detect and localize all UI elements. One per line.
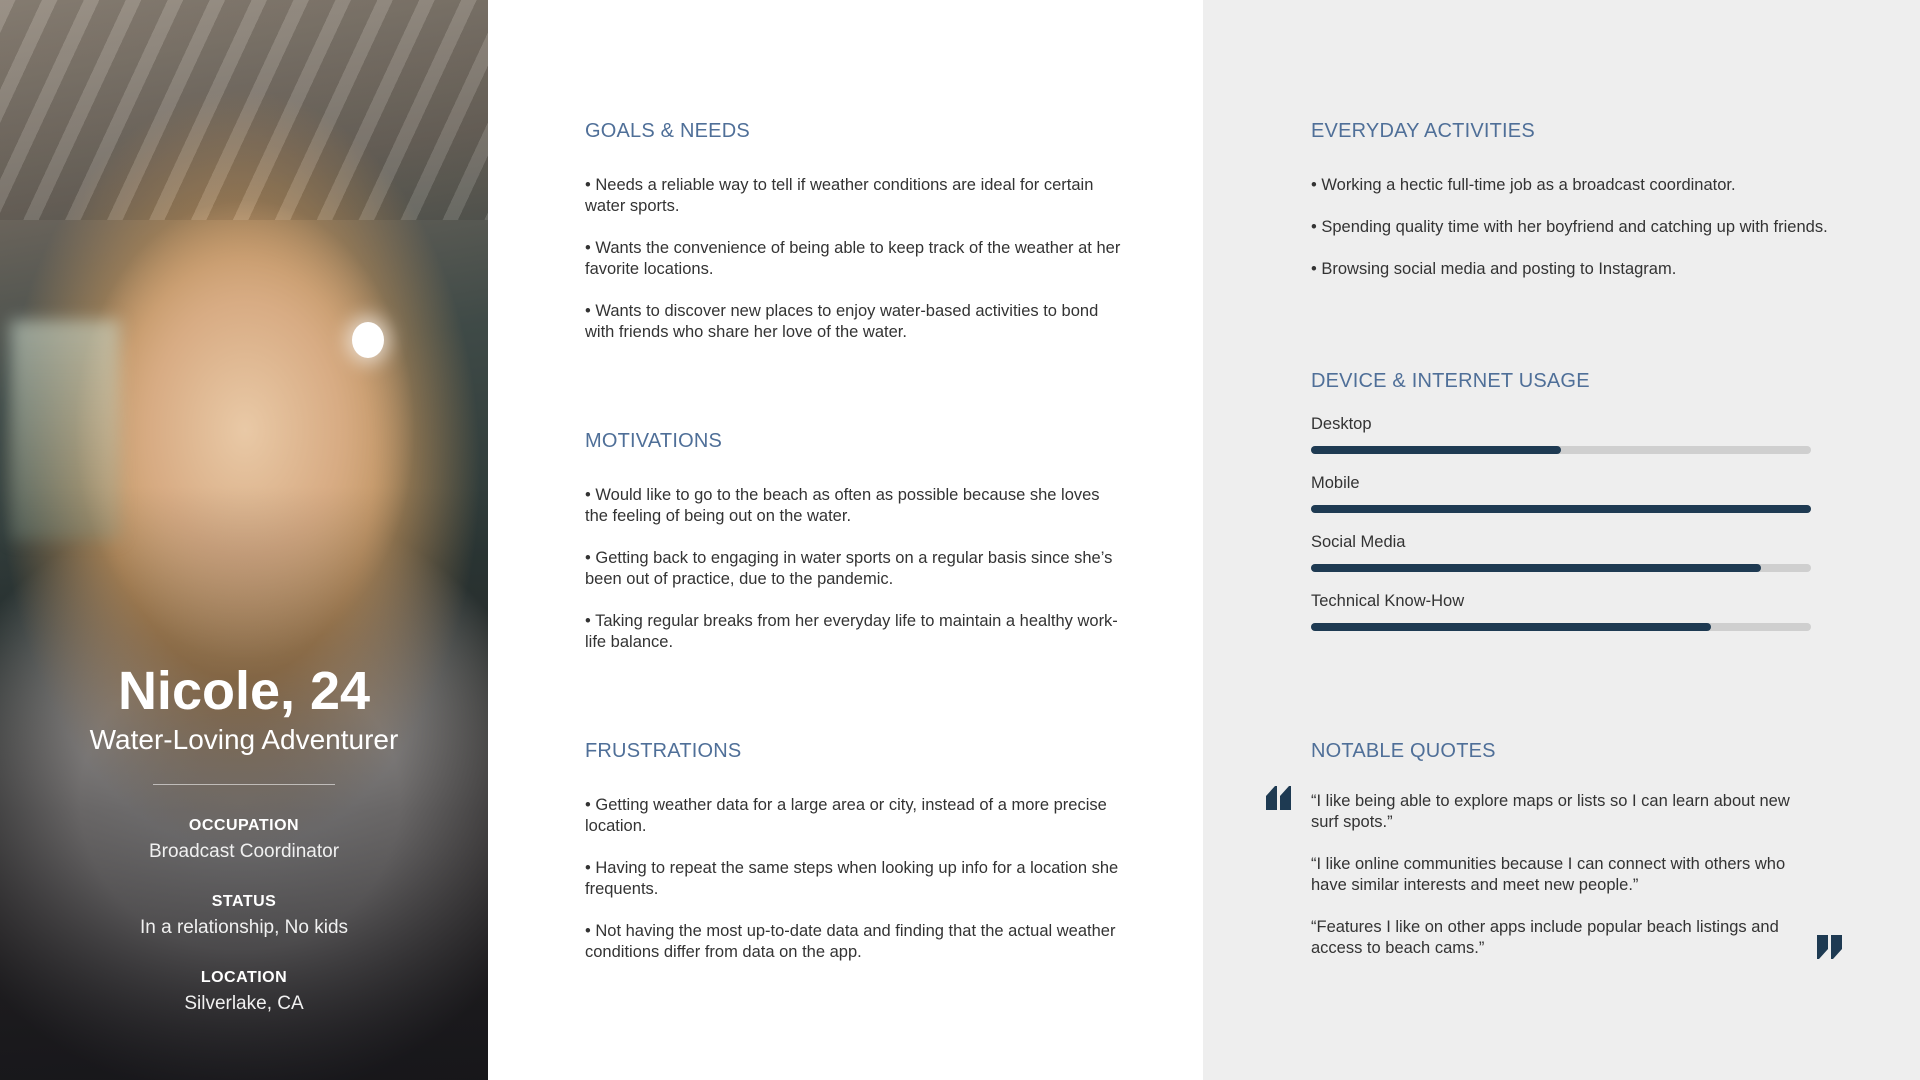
goal-item: • Wants to discover new places to enjoy water-based activities to bond with friends who share her love of the water. — [585, 302, 1099, 341]
persona-name: Nicole, 24 — [117, 661, 371, 721]
frustration-item: • Having to repeat the same steps when looking up info for a location she frequents. — [585, 859, 1119, 898]
frustrations-title: FRUSTRATIONS — [585, 740, 742, 762]
quote-item: “Features I like on other apps include popular beach listings and access to beach cams.” — [1311, 918, 1779, 957]
activity-item: • Browsing social media and posting to Instagram. — [1311, 260, 1677, 278]
usage-title: DEVICE & INTERNET USAGE — [1311, 370, 1590, 392]
usage-bar-fill — [1311, 623, 1711, 631]
usage-bar-track — [1311, 446, 1811, 454]
motivation-item: • Getting back to engaging in water sports on a regular basis since she’s been out of practice, due to the pandemic. — [585, 549, 1113, 588]
goal-item: • Wants the convenience of being able to keep track of the weather at her favorite locations. — [585, 239, 1121, 278]
usage-item-desktop — [1311, 415, 1831, 454]
motivation-item: • Would like to go to the beach as often as possible because she loves the feeling of being out on the water. — [585, 486, 1100, 525]
usage-bar-track — [1311, 623, 1811, 631]
status-value: In a relationship, No kids — [139, 917, 349, 939]
usage-bar-fill — [1311, 505, 1811, 513]
quote-item: “I like being able to explore maps or lists so I can learn about new surf spots.” — [1311, 792, 1790, 831]
persona-photo-panel — [0, 0, 488, 1080]
activities-section — [1311, 120, 1891, 301]
occupation-value: Broadcast Coordinator — [148, 841, 340, 863]
middle-column — [488, 0, 1203, 1080]
goals-title: GOALS & NEEDS — [585, 120, 750, 142]
divider — [153, 784, 335, 785]
usage-item-technical — [1311, 592, 1831, 631]
quotes-section — [1311, 740, 1811, 980]
open-quote-icon — [1263, 786, 1293, 810]
window-background — [10, 320, 120, 540]
goal-item: • Needs a reliable way to tell if weather conditions are ideal for certain water sports. — [585, 176, 1094, 215]
motivation-item: • Taking regular breaks from her everyday life to maintain a healthy work-life balance. — [585, 612, 1118, 651]
usage-item-social-media — [1311, 533, 1831, 572]
frustration-item: • Getting weather data for a large area or city, instead of a more precise location. — [585, 796, 1107, 835]
quote-item: “I like online communities because I can connect with others who have similar interests and meet new people.” — [1311, 855, 1786, 894]
occupation-label: OCCUPATION — [188, 817, 300, 835]
frustration-item: • Not having the most up-to-date data and finding that the actual weather conditions differ from data on the app. — [585, 922, 1116, 961]
persona-tagline: Water-Loving Adventurer — [89, 724, 399, 756]
usage-label: Social Media — [1311, 533, 1406, 551]
ceiling-background — [0, 0, 488, 220]
usage-bar-track — [1311, 505, 1811, 513]
usage-label: Mobile — [1311, 474, 1360, 492]
activity-item: • Working a hectic full-time job as a broadcast coordinator. — [1311, 176, 1736, 194]
light-bulb — [352, 322, 384, 358]
status-label: STATUS — [211, 893, 277, 911]
usage-label: Desktop — [1311, 415, 1372, 433]
usage-item-mobile — [1311, 474, 1831, 513]
usage-bar-fill — [1311, 446, 1561, 454]
motivations-title: MOTIVATIONS — [585, 430, 723, 452]
usage-section — [1311, 370, 1831, 651]
location-label: LOCATION — [200, 969, 288, 987]
goals-section — [585, 120, 1125, 364]
usage-label: Technical Know-How — [1311, 592, 1465, 610]
right-column — [1203, 0, 1920, 1080]
persona-info — [0, 660, 488, 1045]
activity-item: • Spending quality time with her boyfriend and catching up with friends. — [1311, 218, 1828, 236]
quotes-title: NOTABLE QUOTES — [1311, 740, 1496, 762]
usage-bar-track — [1311, 564, 1811, 572]
close-quote-icon — [1815, 935, 1845, 959]
activities-title: EVERYDAY ACTIVITIES — [1311, 120, 1535, 142]
location-value: Silverlake, CA — [184, 993, 304, 1015]
usage-bar-fill — [1311, 564, 1761, 572]
motivations-section — [585, 430, 1125, 674]
frustrations-section — [585, 740, 1125, 984]
